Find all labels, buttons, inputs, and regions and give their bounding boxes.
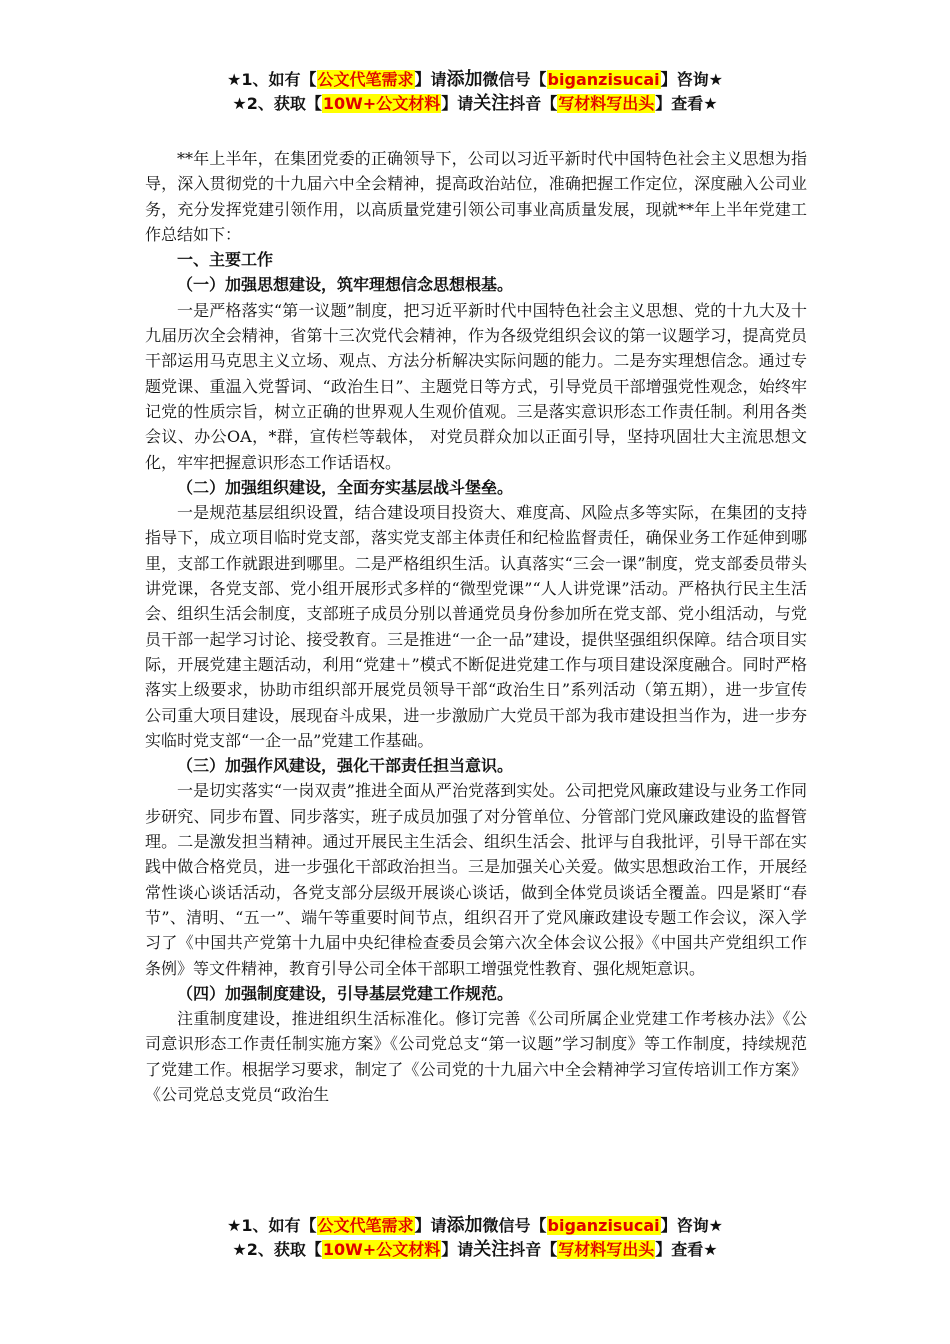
wechat-id-highlight: biganzisucai [547, 70, 660, 89]
banner-line-1 [0, 1214, 950, 1238]
banner-text: 】查看★ [655, 1240, 718, 1259]
banner-line-1 [0, 68, 950, 92]
highlight-text: 公文代笔需求 [317, 70, 414, 89]
banner-text: 抖音【 [509, 1240, 558, 1259]
banner-text: ★2、获取【 [232, 1240, 322, 1259]
banner-text: ★1、如有【 [227, 1216, 317, 1235]
banner-text: 微信号【 [482, 1216, 547, 1235]
banner-line-2 [0, 92, 950, 116]
top-ad-banner [0, 68, 950, 116]
banner-text: 】请 [414, 70, 447, 89]
subsection-heading: （三）加强作风建设，强化干部责任担当意识。 [177, 756, 514, 776]
subsection-heading: （一）加强思想建设，筑牢理想信念思想根基。 [177, 275, 514, 295]
emphasis-text: 添加 [446, 1215, 483, 1236]
body-paragraph: 一是规范基层组织设置，结合建设项目投资大、难度高、风险点多等实际，在集团的支持指导下，成立项目临时党支部，落实党支部主体责任和纪检监督责任，确保业务工作延伸到哪里，支部工作就跟进到哪里。二是严格组织生活。认真落实“三会一课”制度，党支部委员带头讲党课，各党支部、党小组开展形式多样的“微型党课”“人人讲党课”活动。严格执行民主生活会、组织生活会制度，支部班子成员分别以普通党员身份参加所在党支部、党小组活动，与党员干部一起学习讨论、接受教育。三是推进“一企一品”建设，提供坚强组织保障。结合项目实际，开展党建主题活动，利用“党建＋”模式不断促进党建工作与项目建设深度融合。同时严格落实上级要求，协助市组织部开展党员领导干部“政治生日”系列活动（第五期），进一步宣传公司重大项目建设，展现奋斗成果，进一步激励广大党员干部为我市建设担当作为，进一步夯实临时党支部“一企一品”党建工作基础。 [145, 503, 807, 750]
emphasis-text: 添加 [446, 69, 483, 90]
banner-text: 】咨询★ [660, 1216, 723, 1235]
highlight-text: 10W+公文材料 [322, 94, 441, 113]
banner-text: 】查看★ [655, 94, 718, 113]
body-paragraph: 注重制度建设，推进组织生活标准化。修订完善《公司所属企业党建工作考核办法》《公司意识形态工作责任制实施方案》《公司党总支“第一议题”学习制度》等工作制度，持续规范了党建工作。根据学习要求，制定了《公司党的十九届六中全会精神学习宣传培训工作方案》《公司党总支党员“政治生 [145, 1009, 807, 1104]
banner-text: 】咨询★ [660, 70, 723, 89]
douyin-id-highlight: 写材料写出头 [558, 94, 655, 113]
section-heading: 一、主要工作 [177, 250, 274, 270]
subsection-heading: （四）加强制度建设，引导基层党建工作规范。 [177, 983, 514, 1003]
body-paragraph: 一是严格落实“第一议题”制度，把习近平新时代中国特色社会主义思想、党的十九大及十九届历次全会精神，省第十三次党代会精神，作为各级党组织会议的第一议题学习，提高党员干部运用马克思主义立场、观点、方法分析解决实际问题的能力。二是夯实理想信念。通过专题党课、重温入党誓词、“政治生日”、主题党日等方式，引导党员干部增强党性观念，始终牢记党的性质宗旨，树立正确的世界观人生观价值观。三是落实意识形态工作责任制。利用各类会议、办公OA，*群，宣传栏等载体， 对党员群众加以正面引导，坚持巩固壮大主流思想文化，牢牢把握意识形态工作话语权。 [145, 300, 807, 472]
emphasis-text: 关注 [473, 1239, 510, 1260]
body-paragraph: 一是切实落实“一岗双责”推进全面从严治党落到实处。公司把党风廉政建设与业务工作同步研究、同步布置、同步落实，班子成员加强了对分管单位、分管部门党风廉政建设的监督管理。二是激发担当精神。通过开展民主生活会、组织生活会、批评与自我批评，引导干部在实践中做合格党员，进一步强化干部政治担当。三是加强关心关爱。做实思想政治工作，开展经常性谈心谈话活动，各党支部分层级开展谈心谈话，做到全体党员谈话全覆盖。四是紧盯“春节”、清明、“五一”、端午等重要时间节点，组织召开了党风廉政建设专题工作会议，深入学习了《中国共产党第十九届中央纪律检查委员会第六次全体会议公报》《中国共产党组织工作条例》等文件精神，教育引导公司全体干部职工增强党性教育、强化规矩意识。 [145, 781, 807, 978]
banner-text: 】请 [441, 1240, 474, 1259]
subsection-heading: （二）加强组织建设，全面夯实基层战斗堡垒。 [177, 477, 514, 497]
banner-text: 微信号【 [482, 70, 547, 89]
wechat-id-highlight: biganzisucai [547, 1216, 660, 1235]
document-body [145, 146, 807, 1107]
banner-text: ★2、获取【 [232, 94, 322, 113]
highlight-text: 公文代笔需求 [317, 1216, 414, 1235]
banner-text: 】请 [441, 94, 474, 113]
highlight-text: 10W+公文材料 [322, 1240, 441, 1259]
banner-line-2 [0, 1238, 950, 1262]
bottom-ad-banner [0, 1214, 950, 1262]
intro-paragraph: **年上半年，在集团党委的正确领导下，公司以习近平新时代中国特色社会主义思想为指导，深入贯彻党的十九届六中全会精神，提高政治站位，准确把握工作定位，深度融入公司业务，充分发挥党建引领作用，以高质量党建引领公司事业高质量发展，现就**年上半年党建工作总结如下： [145, 149, 807, 244]
banner-text: 】请 [414, 1216, 447, 1235]
banner-text: 抖音【 [509, 94, 558, 113]
emphasis-text: 关注 [473, 93, 510, 114]
douyin-id-highlight: 写材料写出头 [558, 1240, 655, 1259]
banner-text: ★1、如有【 [227, 70, 317, 89]
